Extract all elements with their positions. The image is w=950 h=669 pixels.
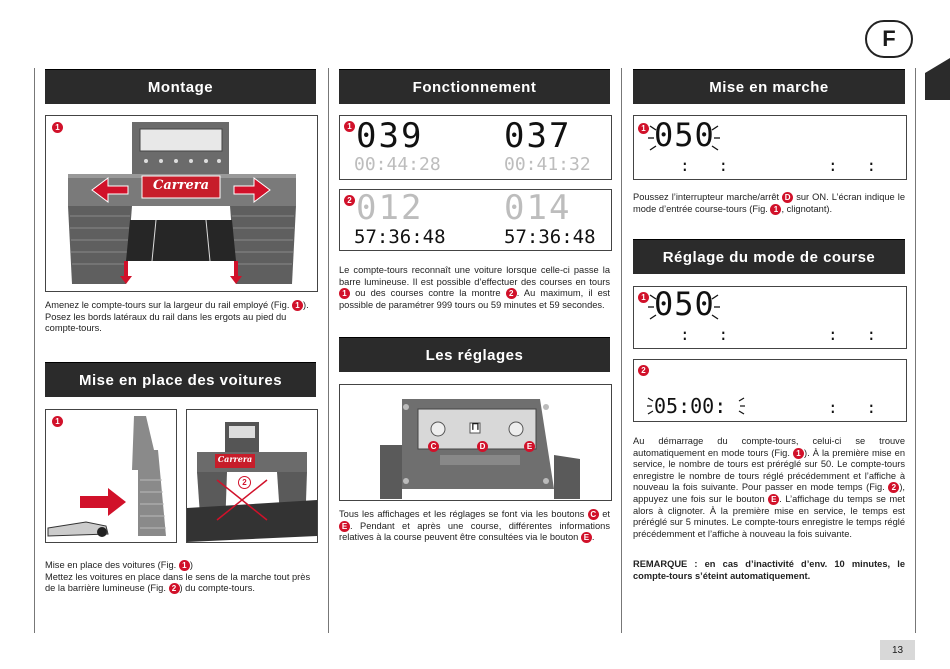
- mode-text: Au démarrage du compte-tours, celui-ci se trouve automatiquement en mode tours (Fig. 1 ). À la première mise en service, le nombre de tours est préréglé sur 50. Le compte-tours enregistre le nombre de tours réglé précédemment et l’affiche à nouveau la fois suivante. Pour passer en mode temps (Fig. 2 ), appuyez une fois sur le bouton E . L’affichage du temps se met alors à clignoter. À la première mise en service, le temps est préréglé sur 5 minutes. Le compte-tours enregistre le temps réglé précédemment et l’affiche à nouveau la fois suivante.: [633, 436, 906, 539]
- time-left: 00:44:28: [354, 154, 441, 175]
- figure-number: 1: [52, 416, 63, 427]
- section-title-reglages: Les réglages: [339, 337, 610, 372]
- lcd-display-mode-2: [633, 359, 907, 422]
- voitures-figure-2: [186, 409, 318, 543]
- language-badge: F: [865, 20, 913, 58]
- fonctionnement-text: Le compte-tours reconnaît une voiture lorsque celle-ci passe la barre lumineuse. Il est possible d’effectuer des courses en tours 1 ou des courses contre la montre 2 . Au maximum, il est possible de paramétrer 999 tours ou 59 minutes et 59 secondes.: [339, 265, 610, 310]
- mode-remark: REMARQUE : en cas d’inactivité d’env. 10 minutes, le compte-tours s’éteint automatiquement.: [633, 559, 905, 581]
- voitures-figure-1: [45, 409, 177, 543]
- blink-marks-icon: [646, 118, 722, 158]
- carrera-logo: Carrera: [217, 454, 253, 464]
- button-d-label: D: [477, 441, 488, 452]
- control-panel-illustration: [340, 385, 611, 500]
- lap-count-right: 037: [504, 116, 572, 156]
- reglages-text: Tous les affichages et les réglages se font via les boutons C et E . Pendant et après une course, différentes informations relatives à la course peuvent être consultées via le bouton E .: [339, 509, 610, 543]
- page-number: 13: [880, 640, 915, 660]
- section-title-marche: Mise en marche: [633, 69, 905, 104]
- column-rule: [621, 68, 622, 633]
- figure-number: 1: [52, 122, 63, 133]
- colon-marks-right: : :: [828, 156, 877, 175]
- carrera-logo: Carrera: [152, 178, 209, 193]
- button-c-label: C: [428, 441, 439, 452]
- time-right: 00:41:32: [504, 154, 591, 175]
- car-placement-illustration: [46, 410, 176, 542]
- column-rule: [915, 68, 916, 633]
- colon-marks-right: : :: [828, 325, 877, 344]
- marche-text: Poussez l’interrupteur marche/arrêt D sur ON. L’écran indique le mode d’entrée course-tours (Fig. 1 , clignotant).: [633, 192, 905, 214]
- figure-number: 2: [238, 476, 251, 489]
- lap-count-left: 039: [356, 116, 424, 156]
- blink-marks-icon: [646, 287, 722, 327]
- section-title-mode: Réglage du mode de course: [633, 239, 905, 274]
- time-right: 57:36:48: [504, 226, 596, 248]
- button-symbol: ⊓: [471, 421, 480, 433]
- lcd-display-marche: [633, 115, 907, 180]
- figure-number: 2: [638, 365, 649, 376]
- reglages-figure: [339, 384, 612, 501]
- figure-number: 1: [638, 292, 649, 303]
- column-rule: [34, 68, 35, 633]
- section-title-voitures: Mise en place des voitures: [45, 362, 316, 397]
- lcd-display-2: [339, 189, 612, 251]
- lap-setting: 050: [654, 116, 715, 154]
- lap-counter-illustration: [46, 116, 317, 291]
- lap-setting: 050: [654, 285, 715, 323]
- montage-figure: [45, 115, 318, 292]
- colon-marks-left: : :: [680, 156, 729, 175]
- time-left: 57:36:48: [354, 226, 446, 248]
- section-title-fonctionnement: Fonctionnement: [339, 69, 610, 104]
- figure-number: 1: [344, 121, 355, 132]
- voitures-text: Mise en place des voitures (Fig. 1 ) Mettez les voitures en place dans le sens de la marche tout près de la barrière lumineuse (Fig. 2 ) du compte-tours.: [45, 560, 311, 594]
- time-setting: 05:00:: [654, 394, 727, 418]
- edge-tab: [925, 58, 950, 100]
- lcd-display-1: [339, 115, 612, 180]
- lcd-display-mode-1: [633, 286, 907, 349]
- colon-marks-left: : :: [680, 325, 729, 344]
- section-title-montage: Montage: [45, 69, 316, 104]
- figure-number: 2: [344, 195, 355, 206]
- button-e-label: E: [524, 441, 535, 452]
- montage-text: Amenez le compte-tours sur la largeur du rail employé (Fig. 1 ). Posez les bords latéraux du rail dans les ergots au pied du compte-tours.: [45, 300, 309, 334]
- lap-count-left: 012: [356, 188, 424, 228]
- car-start-illustration: [187, 410, 317, 542]
- lap-count-right: 014: [504, 188, 572, 228]
- figure-number: 1: [638, 123, 649, 134]
- colon-marks-right: : :: [828, 398, 877, 417]
- blink-marks-icon: [646, 394, 746, 418]
- column-rule: [328, 68, 329, 633]
